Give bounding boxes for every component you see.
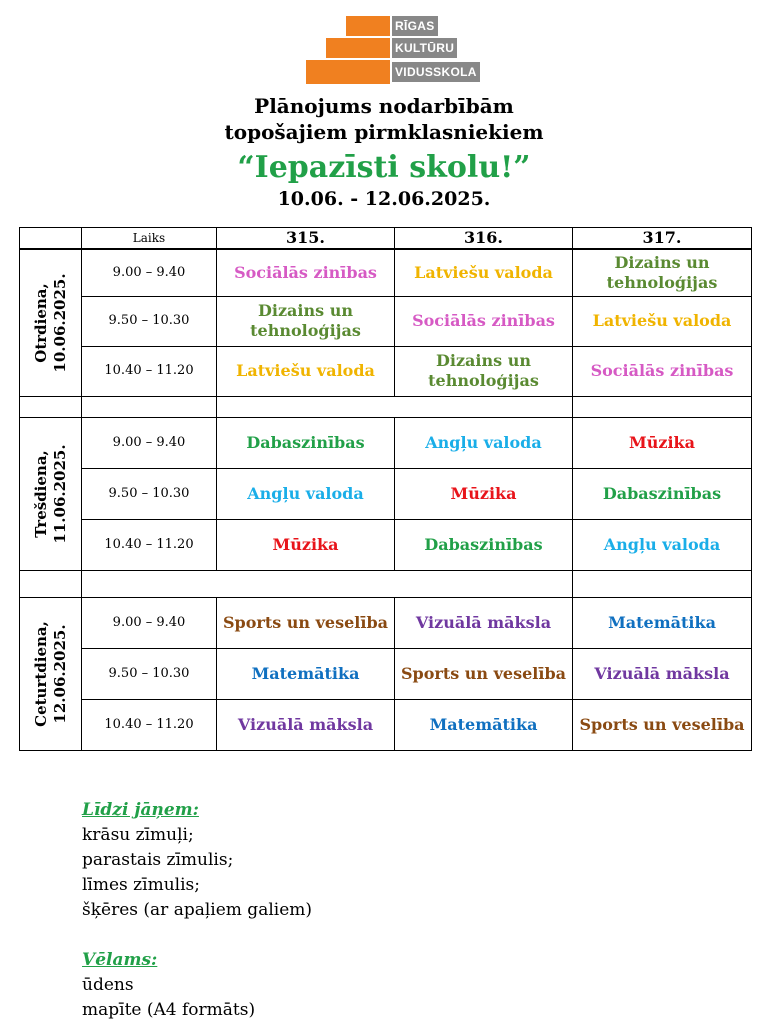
list-item: krāsu zīmuļi;	[82, 825, 194, 845]
time-cell: 9.00 – 9.40	[82, 597, 217, 648]
time-cell: 9.00 – 9.40	[82, 249, 217, 296]
logo-text-3: VIDUSSKOLA	[392, 62, 480, 82]
logo-block	[326, 38, 390, 58]
spacer-row	[20, 570, 752, 597]
subject-cell: Dizains un tehnoloģijas	[217, 296, 395, 346]
logo-block	[346, 16, 390, 36]
day-date: 11.06.2025.	[50, 443, 69, 544]
day-name: Otrdiena,	[31, 283, 50, 363]
subject-cell: Sociālās zinības	[573, 346, 752, 396]
title-line-1: Plānojums nodarbībām	[254, 94, 514, 118]
subject-cell: Sociālās zinības	[217, 249, 395, 296]
subject-cell: Latviešu valoda	[573, 296, 752, 346]
time-cell: 10.40 – 11.20	[82, 699, 217, 750]
subject-cell: Matemātika	[573, 597, 752, 648]
table-row	[20, 648, 752, 699]
subject-cell: Mūzika	[573, 417, 752, 468]
day-label-tuesday	[20, 249, 82, 396]
subject-cell: Mūzika	[217, 519, 395, 570]
subject-cell: Sports un veselība	[395, 648, 573, 699]
bring-title: Līdzi jāņem:	[82, 800, 199, 820]
notes-gap	[82, 923, 312, 948]
table-row	[20, 468, 752, 519]
subject-cell: Dizains un tehnoloģijas	[395, 346, 573, 396]
subject-cell: Vizuālā māksla	[573, 648, 752, 699]
subject-cell: Dizains un tehnoloģijas	[573, 249, 752, 296]
supplies-notes	[82, 798, 312, 1023]
event-dates: 10.06. - 12.06.2025.	[277, 188, 491, 210]
subject-cell: Angļu valoda	[395, 417, 573, 468]
table-row	[20, 519, 752, 570]
list-item: parastais zīmulis;	[82, 850, 234, 870]
school-logo	[306, 16, 477, 90]
subject-cell: Sports un veselība	[217, 597, 395, 648]
time-cell: 9.50 – 10.30	[82, 468, 217, 519]
table-row	[20, 296, 752, 346]
subject-cell: Matemātika	[395, 699, 573, 750]
day-name: Ceturtdiena,	[31, 620, 50, 727]
list-item: ūdens	[82, 975, 134, 995]
subject-cell: Dabaszinības	[573, 468, 752, 519]
subject-cell: Dabaszinības	[395, 519, 573, 570]
title-line-2: topošajiem pirmklasniekiem	[224, 120, 544, 144]
day-label-thursday	[20, 597, 82, 750]
subject-cell: Latviešu valoda	[395, 249, 573, 296]
table-header-row	[20, 228, 752, 250]
table-row	[20, 597, 752, 648]
subject-cell: Matemātika	[217, 648, 395, 699]
time-cell: 9.50 – 10.30	[82, 296, 217, 346]
list-item: šķēres (ar apaļiem galiem)	[82, 900, 313, 920]
time-header: Laiks	[82, 228, 217, 250]
time-cell: 10.40 – 11.20	[82, 519, 217, 570]
time-cell: 9.50 – 10.30	[82, 648, 217, 699]
time-cell: 9.00 – 9.40	[82, 417, 217, 468]
table-row	[20, 346, 752, 396]
schedule-table	[19, 227, 752, 751]
spacer-row	[20, 396, 752, 417]
subject-cell: Vizuālā māksla	[395, 597, 573, 648]
logo-text-1: RĪGAS	[392, 16, 438, 36]
room-header-316: 316.	[395, 228, 573, 250]
table-row	[20, 699, 752, 750]
subject-cell: Angļu valoda	[217, 468, 395, 519]
subject-cell: Latviešu valoda	[217, 346, 395, 396]
corner-cell	[20, 228, 82, 250]
list-item: mapīte (A4 formāts)	[82, 1000, 256, 1020]
wish-title: Vēlams:	[82, 950, 158, 970]
list-item: līmes zīmulis;	[82, 875, 200, 895]
day-label-wednesday	[20, 417, 82, 570]
day-date: 12.06.2025.	[50, 623, 69, 724]
logo-block	[306, 60, 390, 84]
day-name: Trešdiena,	[31, 449, 50, 538]
room-header-315: 315.	[217, 228, 395, 250]
table-row	[20, 417, 752, 468]
logo-text-2: KULTŪRU	[392, 38, 457, 58]
subject-cell: Dabaszinības	[217, 417, 395, 468]
day-date: 10.06.2025.	[50, 273, 69, 373]
subject-cell: Mūzika	[395, 468, 573, 519]
event-title: “Iepazīsti skolu!”	[237, 150, 531, 185]
subject-cell: Angļu valoda	[573, 519, 752, 570]
table-row	[20, 249, 752, 296]
time-cell: 10.40 – 11.20	[82, 346, 217, 396]
subject-cell: Sports un veselība	[573, 699, 752, 750]
subject-cell: Sociālās zinības	[395, 296, 573, 346]
room-header-317: 317.	[573, 228, 752, 250]
subject-cell: Vizuālā māksla	[217, 699, 395, 750]
